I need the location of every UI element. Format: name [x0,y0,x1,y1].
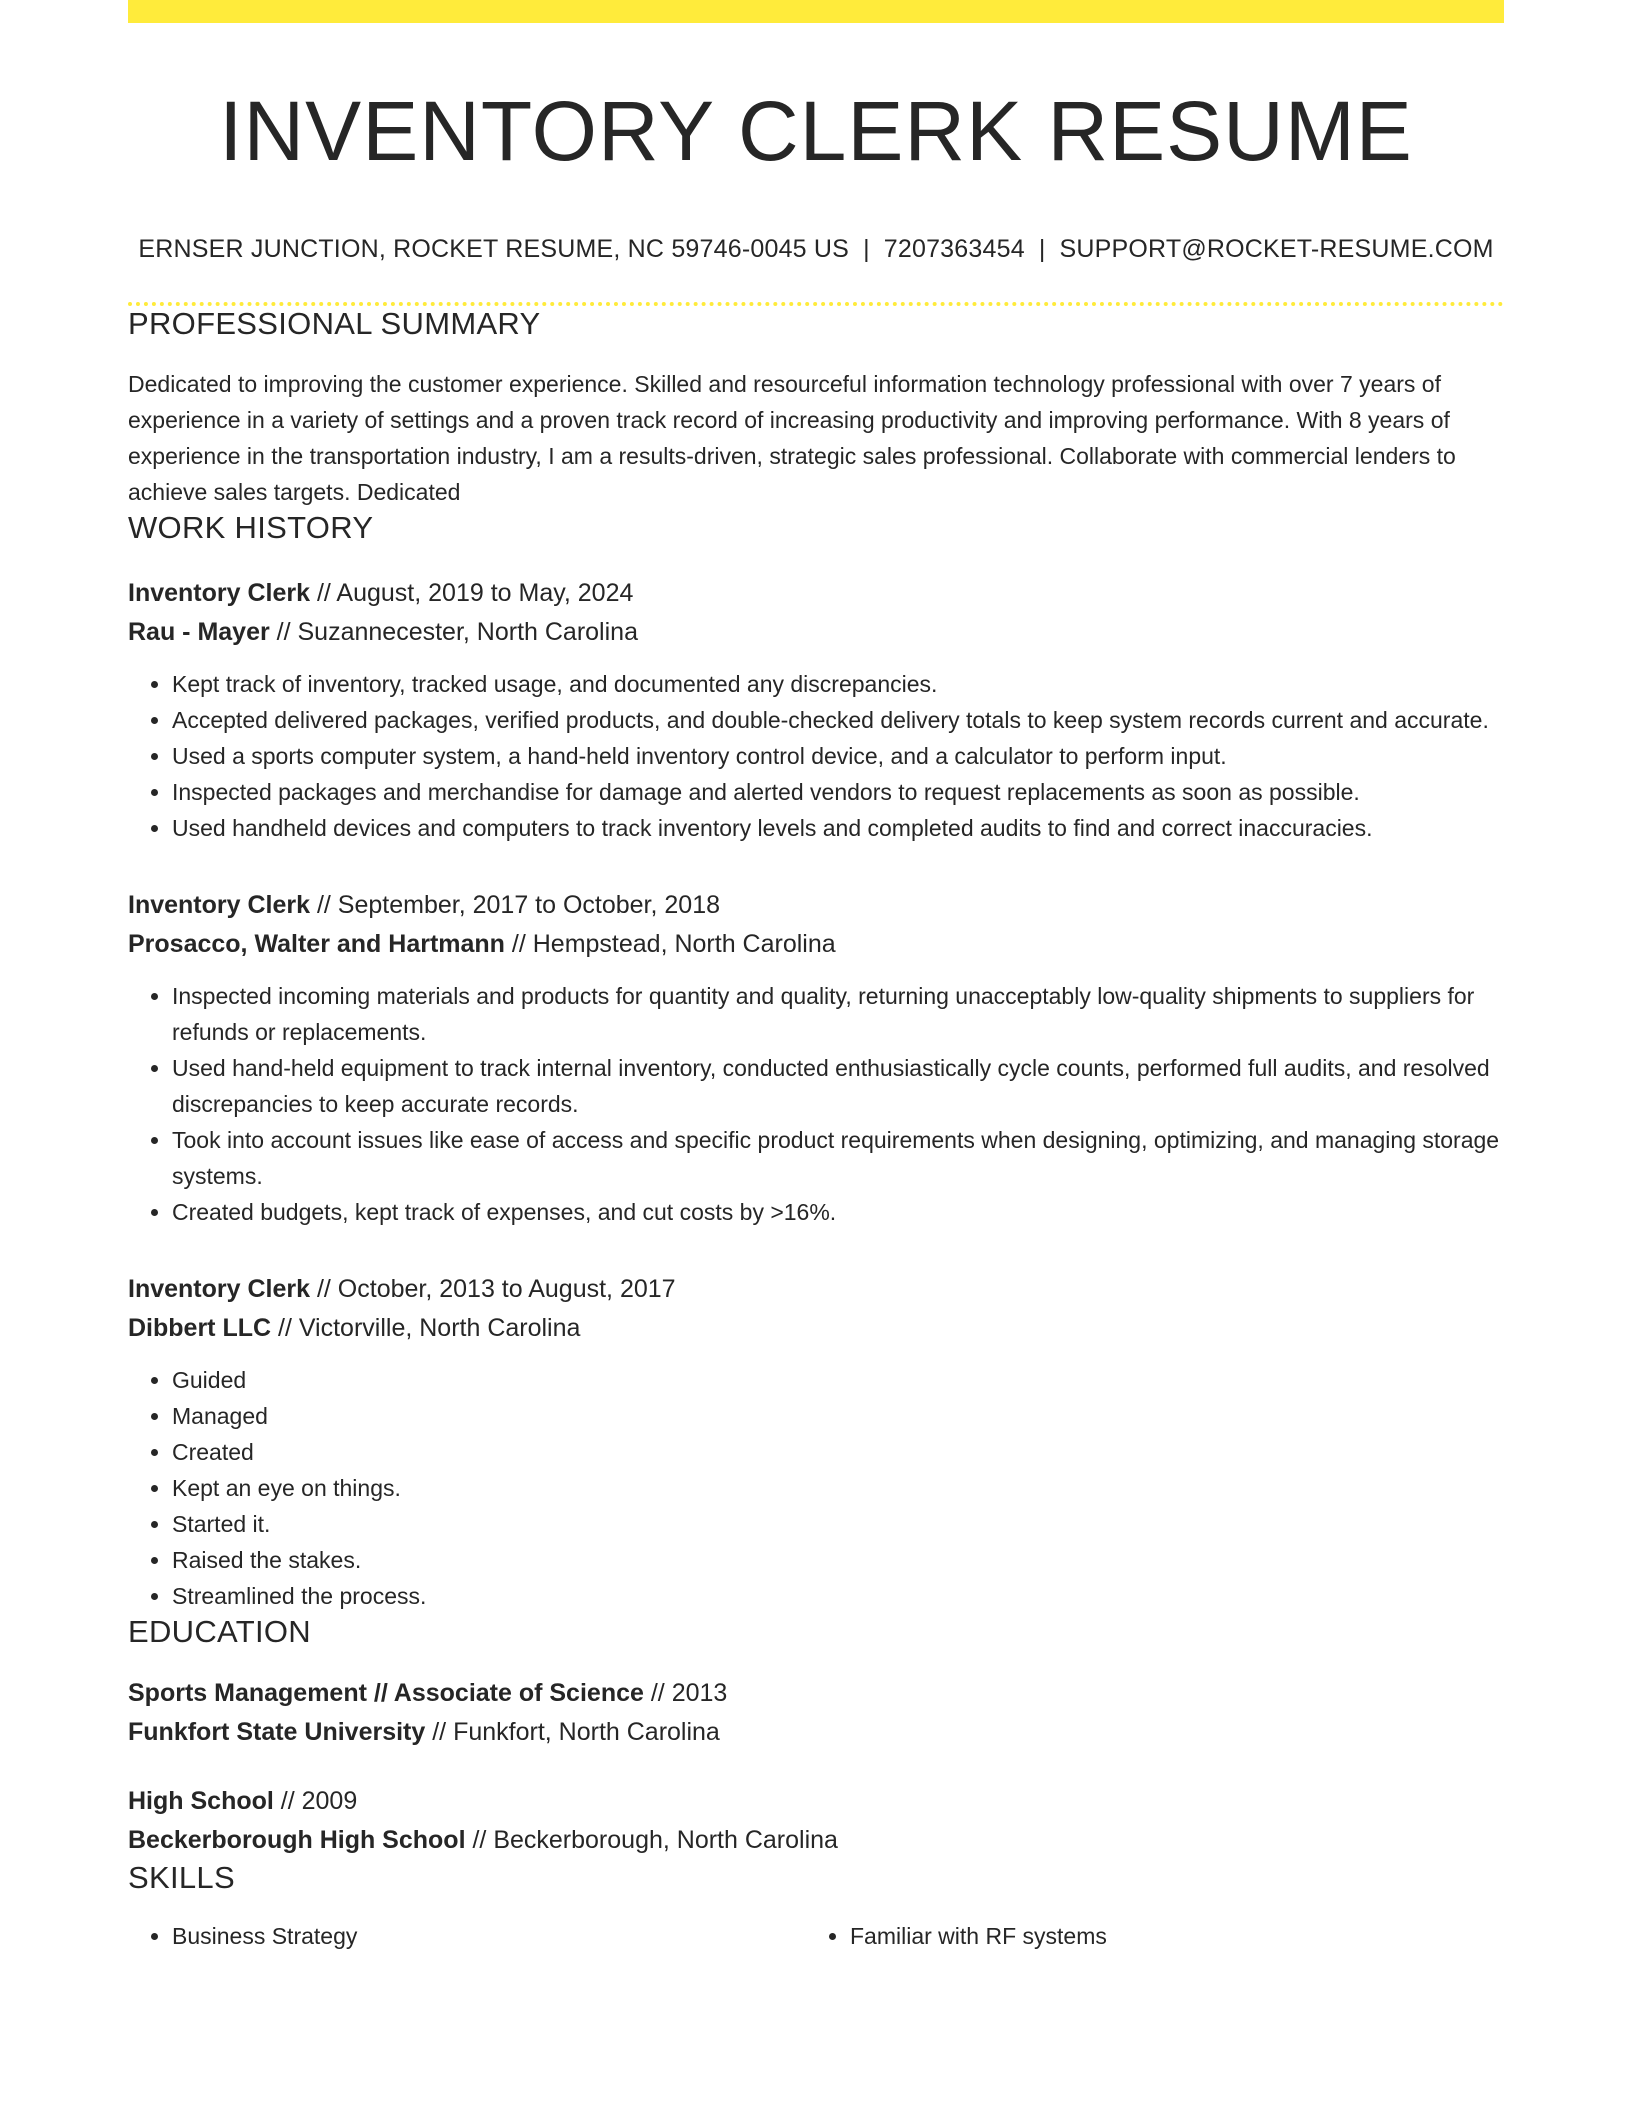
summary-heading: PROFESSIONAL SUMMARY [128,306,541,342]
skills-columns [128,1918,1504,1954]
job-title: Inventory Clerk [128,579,311,608]
list-item: • Kept track of inventory, tracked usage, and documented any discrepancies. [172,666,1504,702]
contact-separator: | [863,235,870,264]
education-degree: Sports Management // Associate of Science [128,1679,644,1708]
resume-page [128,0,1504,1954]
skills-heading: SKILLS [128,1860,235,1896]
job-entry [128,574,1504,846]
job-title: Inventory Clerk [128,1275,311,1304]
job-entry [128,886,1504,1230]
education-school-line [128,1713,1504,1752]
list-item: • Inspected incoming materials and products for quantity and quality, returning unacceptably low-quality shipments to suppliers for refunds or replacements. [172,978,1504,1050]
job-title-line [128,1270,1504,1309]
work-history-heading: WORK HISTORY [128,510,374,546]
education-school-line [128,1821,1504,1860]
job-title-line [128,574,1504,613]
list-item: • Created budgets, kept track of expenses, and cut costs by >16%. [172,1194,1504,1230]
education-location: // Beckerborough, North Carolina [465,1826,838,1855]
job-dates: // October, 2013 to August, 2017 [310,1275,676,1304]
contact-separator: | [1038,235,1046,264]
list-item: • Used a sports computer system, a hand-held inventory control device, and a calculator to perform input. [172,738,1504,774]
education-school: Funkfort State University [128,1718,426,1747]
job-company-line [128,613,1504,652]
education-entry [128,1674,1504,1752]
job-entry [128,1270,1504,1614]
education-year: // 2009 [273,1787,358,1816]
summary-text: Dedicated to improving the customer experience. Skilled and resourceful information technology professional with over 7 years of experience in a variety of settings and a proven track record of increasing productivity and improving performance. With 8 years of experience in the transportation industry, I am a results-driven, strategic sales professional. Collaborate with commercial lenders to achieve sales targets. Dedicated [128,371,1456,506]
list-item: • Guided [172,1362,1504,1398]
list-item: • Inspected packages and merchandise for damage and alerted vendors to request replacements as soon as possible. [172,774,1504,810]
contact-phone: 7207363454 [883,235,1025,264]
skills-list-right [806,1918,1484,1954]
job-company: Rau - Mayer [128,618,270,647]
list-item: • Started it. [172,1506,1504,1542]
list-item: • Used handheld devices and computers to track inventory levels and completed audits to find and correct inaccuracies. [172,810,1504,846]
education-entry [128,1782,1504,1860]
contact-email: SUPPORT@ROCKET-RESUME.COM [1059,235,1494,264]
job-location: // Victorville, North Carolina [271,1314,581,1343]
list-item: • Kept an eye on things. [172,1470,1504,1506]
contact-address: ERNSER JUNCTION, ROCKET RESUME, NC 59746-0045 US [138,235,850,264]
job-location: // Hempstead, North Carolina [504,930,836,959]
education-school: Beckerborough High School [128,1826,466,1855]
list-item: • Used hand-held equipment to track internal inventory, conducted enthusiastically cycle counts, performed full audits, and resolved discrepancies to keep accurate records. [172,1050,1504,1122]
skill-item: • Business Strategy [172,1918,806,1954]
list-item: • Took into account issues like ease of access and specific product requirements when designing, optimizing, and managing storage systems. [172,1122,1504,1194]
list-item: • Streamlined the process. [172,1578,1504,1614]
education-degree-line [128,1782,1504,1821]
job-bullets [128,1362,1504,1614]
contact-info [128,235,1504,264]
job-title-line [128,886,1504,925]
list-item: • Accepted delivered packages, verified products, and double-checked delivery totals to keep system records current and accurate. [172,702,1504,738]
job-bullets [128,666,1504,846]
job-dates: // September, 2017 to October, 2018 [310,891,721,920]
job-dates: // August, 2019 to May, 2024 [310,579,634,608]
education-location: // Funkfort, North Carolina [425,1718,720,1747]
job-location: // Suzannecester, North Carolina [269,618,638,647]
job-company: Prosacco, Walter and Hartmann [128,930,505,959]
education-degree-line [128,1674,1504,1713]
skills-list-left [128,1918,806,1954]
education-degree: High School [128,1787,274,1816]
education-year: // 2013 [643,1679,728,1708]
list-item: • Managed [172,1398,1504,1434]
list-item: • Created [172,1434,1504,1470]
job-title: Inventory Clerk [128,891,311,920]
accent-top-bar [128,0,1504,23]
job-bullets [128,978,1504,1230]
job-company-line [128,925,1504,964]
list-item: • Raised the stakes. [172,1542,1504,1578]
job-company-line [128,1309,1504,1348]
job-company: Dibbert LLC [128,1314,272,1343]
education-heading: EDUCATION [128,1614,311,1650]
skill-item: • Familiar with RF systems [850,1918,1484,1954]
resume-title: INVENTORY CLERK RESUME [219,84,1413,178]
